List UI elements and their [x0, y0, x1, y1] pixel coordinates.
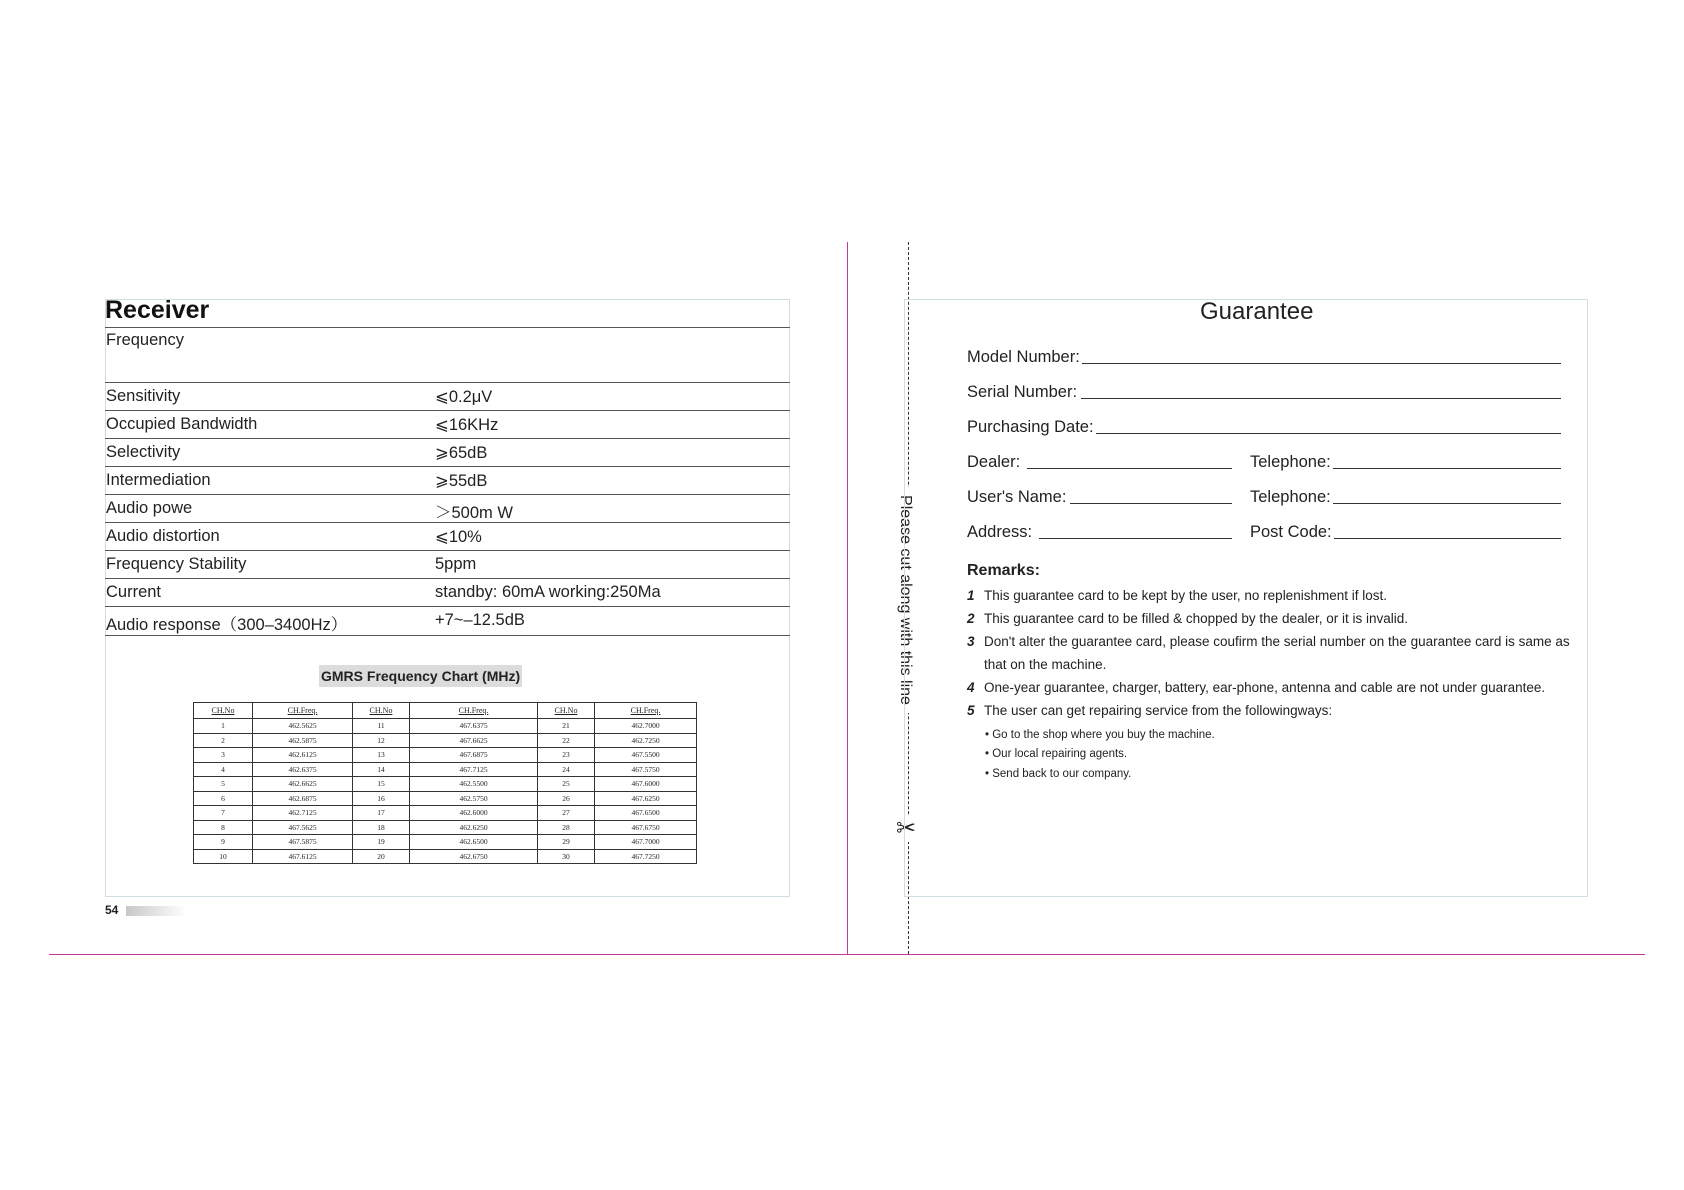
- channel-frequency-cell: 462.6875: [253, 791, 353, 806]
- spec-value: ⩽16KHz: [435, 416, 499, 434]
- channel-frequency-cell: 462.6250: [410, 820, 538, 835]
- remark-item: [967, 703, 1332, 718]
- spec-value: standby: 60mA working:250Ma: [435, 583, 661, 601]
- remark-number: 5: [967, 703, 975, 718]
- service-option-item: [985, 729, 1215, 741]
- spec-label: Intermediation: [106, 471, 211, 489]
- service-option-item: [985, 748, 1127, 760]
- purchasing-date-field[interactable]: [967, 418, 1561, 437]
- channel-number-cell: 22: [538, 733, 595, 748]
- channel-number-cell: 6: [194, 791, 253, 806]
- channel-number-cell: 14: [353, 762, 410, 777]
- spec-label: Audio response（300–3400Hz）: [106, 616, 348, 634]
- spec-row: [105, 606, 790, 635]
- column-header: CH.No: [353, 703, 410, 719]
- table-row: [194, 748, 697, 763]
- channel-frequency-cell: 462.6125: [253, 748, 353, 763]
- column-header: CH.No: [194, 703, 253, 719]
- remark-text: This guarantee card to be kept by the user, no replenishment if lost.: [984, 588, 1387, 603]
- channel-number-cell: 25: [538, 777, 595, 792]
- spec-value: ⩽0.2μV: [435, 388, 493, 406]
- channel-frequency-cell: 462.6750: [410, 849, 538, 864]
- channel-number-cell: 29: [538, 835, 595, 850]
- channel-number-cell: 17: [353, 806, 410, 821]
- column-header: CH.Freq.: [595, 703, 697, 719]
- spec-row: [105, 466, 790, 494]
- channel-number-cell: 28: [538, 820, 595, 835]
- channel-frequency-cell: 467.5875: [253, 835, 353, 850]
- channel-frequency-cell: 467.6000: [595, 777, 697, 792]
- channel-frequency-cell: 467.6125: [253, 849, 353, 864]
- channel-number-cell: 24: [538, 762, 595, 777]
- spec-label: Occupied Bandwidth: [106, 415, 258, 433]
- channel-number-cell: 26: [538, 791, 595, 806]
- channel-frequency-cell: 467.6375: [410, 719, 538, 734]
- spec-label: Sensitivity: [106, 387, 181, 405]
- column-header: CH.Freq.: [253, 703, 353, 719]
- table-row: [194, 791, 697, 806]
- spec-row: [105, 578, 790, 606]
- spec-row: [105, 550, 790, 578]
- telephone-label: Telephone:: [1250, 453, 1331, 471]
- channel-number-cell: 12: [353, 733, 410, 748]
- channel-frequency-cell: 462.7000: [595, 719, 697, 734]
- channel-number-cell: 7: [194, 806, 253, 821]
- channel-number-cell: 3: [194, 748, 253, 763]
- channel-frequency-cell: 462.6500: [410, 835, 538, 850]
- channel-frequency-cell: 462.6000: [410, 806, 538, 821]
- spec-label: Audio distortion: [106, 527, 220, 545]
- remark-item: [967, 588, 1387, 603]
- channel-frequency-cell: 467.5500: [595, 748, 697, 763]
- remark-number: 2: [967, 611, 975, 626]
- channel-number-cell: 5: [194, 777, 253, 792]
- remark-text: One-year guarantee, charger, battery, ear-phone, antenna and cable are not under guarantee.: [984, 680, 1546, 695]
- receiver-title: Receiver: [105, 296, 210, 324]
- page-number-bar: [126, 906, 186, 916]
- channel-frequency-cell: 467.6750: [595, 820, 697, 835]
- channel-frequency-cell: 462.5750: [410, 791, 538, 806]
- spec-value: ＞500m W: [435, 504, 513, 522]
- remark-item: [967, 611, 1408, 626]
- gmrs-chart-title: GMRS Frequency Chart (MHz): [319, 665, 522, 687]
- post-code-label: Post Code:: [1250, 523, 1332, 541]
- channel-frequency-cell: 467.7250: [595, 849, 697, 864]
- channel-number-cell: 1: [194, 719, 253, 734]
- spec-label: Frequency Stability: [106, 555, 247, 573]
- service-option-text: Go to the shop where you buy the machine.: [992, 729, 1215, 741]
- telephone-label: Telephone:: [1250, 488, 1331, 506]
- remark-text: that on the machine.: [984, 657, 1107, 672]
- channel-frequency-cell: 462.5875: [253, 733, 353, 748]
- remark-text: This guarantee card to be filled & chopped by the dealer, or it is invalid.: [984, 611, 1409, 626]
- table-row: [194, 733, 697, 748]
- address-field[interactable]: [967, 523, 1232, 542]
- channel-number-cell: 15: [353, 777, 410, 792]
- model-number-label: Model Number:: [967, 348, 1080, 366]
- channel-number-cell: 16: [353, 791, 410, 806]
- spec-value: ⩽10%: [435, 528, 482, 546]
- spec-value: ⩾65dB: [435, 444, 488, 462]
- channel-number-cell: 19: [353, 835, 410, 850]
- channel-number-cell: 9: [194, 835, 253, 850]
- gmrs-table-body: [194, 719, 697, 864]
- channel-frequency-cell: 462.6625: [253, 777, 353, 792]
- guarantee-title: Guarantee: [1200, 298, 1314, 325]
- channel-frequency-cell: 467.5625: [253, 820, 353, 835]
- spec-label: Current: [106, 583, 162, 601]
- post-code-field[interactable]: [1250, 523, 1561, 542]
- remark-item: [967, 657, 1106, 672]
- channel-number-cell: 18: [353, 820, 410, 835]
- channel-number-cell: 13: [353, 748, 410, 763]
- channel-frequency-cell: 467.6625: [410, 733, 538, 748]
- remark-text: Don't alter the guarantee card, please coufirm the serial number on the guarantee card is same as: [984, 634, 1570, 649]
- bullet-icon: •: [985, 748, 993, 760]
- bullet-icon: •: [985, 729, 993, 741]
- users-name-label: User's Name:: [967, 488, 1067, 506]
- table-row: [194, 835, 697, 850]
- remark-text: The user can get repairing service from the followingways:: [984, 703, 1333, 718]
- channel-number-cell: 27: [538, 806, 595, 821]
- channel-frequency-cell: 462.7250: [595, 733, 697, 748]
- channel-frequency-cell: 467.6500: [595, 806, 697, 821]
- channel-number-cell: 21: [538, 719, 595, 734]
- channel-number-cell: 30: [538, 849, 595, 864]
- column-header: CH.Freq.: [410, 703, 538, 719]
- address-label: Address:: [967, 523, 1033, 541]
- channel-number-cell: 8: [194, 820, 253, 835]
- remarks-heading: Remarks:: [967, 562, 1040, 579]
- remark-number: 4: [967, 680, 975, 695]
- table-row: [194, 849, 697, 864]
- page-fold-line: [847, 242, 848, 954]
- scissors-icon: ✂: [896, 815, 917, 842]
- channel-frequency-cell: 462.5625: [253, 719, 353, 734]
- service-option-text: Our local repairing agents.: [992, 748, 1128, 760]
- purchasing-date-label: Purchasing Date:: [967, 418, 1094, 436]
- table-row: [194, 762, 697, 777]
- channel-frequency-cell: 462.5500: [410, 777, 538, 792]
- channel-frequency-cell: 462.7125: [253, 806, 353, 821]
- table-row: [194, 719, 697, 734]
- bullet-icon: •: [985, 768, 993, 780]
- spec-label: Selectivity: [106, 443, 181, 461]
- spec-value: +7~–12.5dB: [435, 611, 525, 629]
- spec-value: ⩾55dB: [435, 472, 488, 490]
- channel-number-cell: 10: [194, 849, 253, 864]
- dealer-telephone-field[interactable]: [1250, 453, 1561, 472]
- spec-row: [105, 494, 790, 522]
- table-row: [194, 820, 697, 835]
- table-row: [194, 777, 697, 792]
- spec-table-bottom-rule: [105, 635, 790, 636]
- cut-instruction: Please cut along with this line: [896, 487, 914, 713]
- channel-frequency-cell: 462.6375: [253, 762, 353, 777]
- channel-number-cell: 20: [353, 849, 410, 864]
- table-row: [194, 806, 697, 821]
- spec-row: [105, 410, 790, 438]
- remark-item: [967, 680, 1545, 695]
- spec-value: 5ppm: [435, 555, 477, 573]
- bottom-trim-line: [49, 954, 1645, 955]
- spec-row: [105, 438, 790, 466]
- channel-frequency-cell: 467.6875: [410, 748, 538, 763]
- gmrs-frequency-table: [193, 702, 697, 864]
- serial-number-label: Serial Number:: [967, 383, 1078, 401]
- channel-frequency-cell: 467.6250: [595, 791, 697, 806]
- remark-item: [967, 634, 1570, 649]
- serial-number-field[interactable]: [967, 383, 1561, 402]
- dealer-field[interactable]: [967, 453, 1232, 472]
- channel-number-cell: 2: [194, 733, 253, 748]
- remark-number: 1: [967, 588, 975, 603]
- page-number: 54: [105, 903, 119, 917]
- channel-number-cell: 23: [538, 748, 595, 763]
- spec-row: [105, 327, 790, 382]
- service-option-text: Send back to our company.: [992, 768, 1132, 780]
- channel-frequency-cell: 467.7125: [410, 762, 538, 777]
- channel-number-cell: 4: [194, 762, 253, 777]
- table-header-row: [194, 703, 697, 719]
- channel-frequency-cell: 467.5750: [595, 762, 697, 777]
- spec-row: [105, 382, 790, 410]
- dealer-label: Dealer:: [967, 453, 1021, 471]
- users-name-field[interactable]: [967, 488, 1232, 507]
- channel-number-cell: 11: [353, 719, 410, 734]
- spec-row: [105, 522, 790, 550]
- spec-label: Audio powe: [106, 499, 193, 517]
- model-number-field[interactable]: [967, 348, 1561, 367]
- column-header: CH.No: [538, 703, 595, 719]
- remark-number: 3: [967, 634, 975, 649]
- spec-label: Frequency: [106, 331, 184, 349]
- channel-frequency-cell: 467.7000: [595, 835, 697, 850]
- service-option-item: [985, 768, 1131, 780]
- user-telephone-field[interactable]: [1250, 488, 1561, 507]
